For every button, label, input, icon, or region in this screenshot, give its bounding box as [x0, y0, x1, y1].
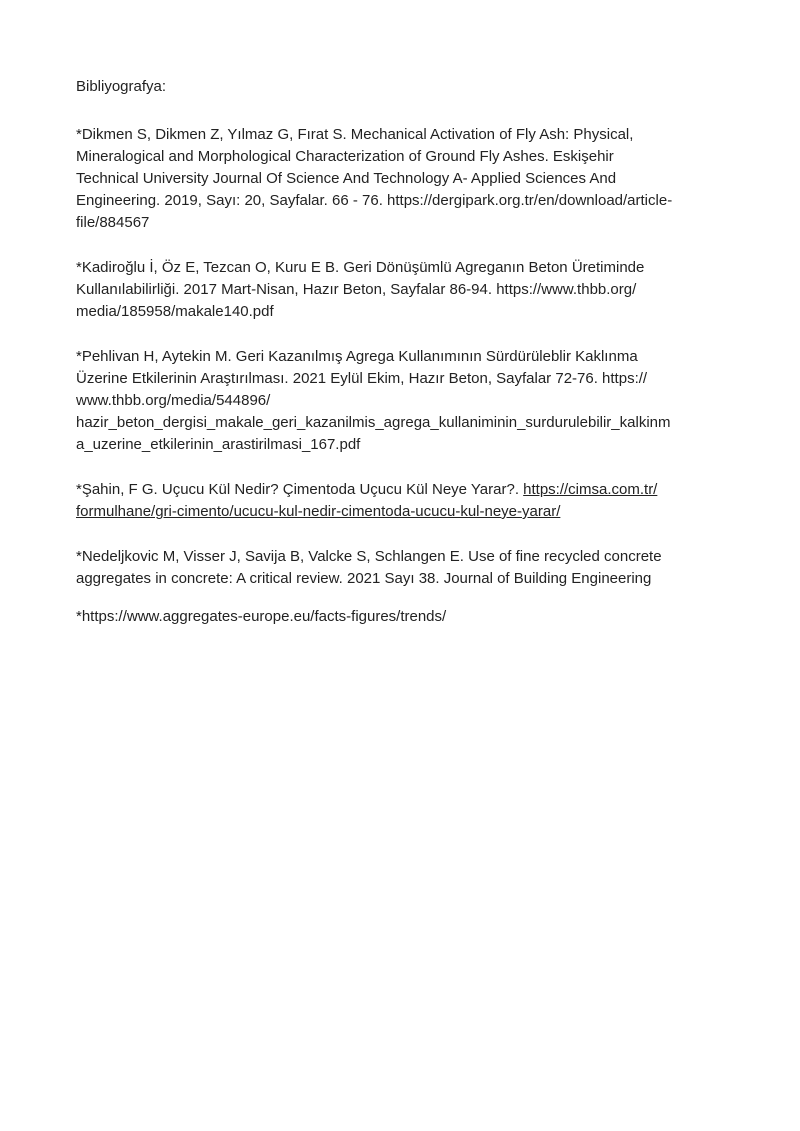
reference-line: www.thbb.org/media/544896/: [76, 392, 271, 409]
reference-line: [76, 479, 736, 501]
reference-line: *https://www.aggregates-europe.eu/facts-figures/trends/: [76, 608, 447, 625]
reference-line: aggregates in concrete: A critical review. 2021 Sayı 38. Journal of Building Engineering: [76, 570, 652, 587]
reference-line: Mineralogical and Morphological Characterization of Ground Fly Ashes. Eskişehir: [76, 148, 614, 165]
reference-line: *Nedeljkovic M, Visser J, Savija B, Valcke S, Schlangen E. Use of fine recycled concrete: [76, 548, 662, 565]
reference-sahin: [76, 479, 736, 523]
reference-nedeljkovic: [76, 546, 736, 590]
reference-line: hazir_beton_dergisi_makale_geri_kazanilmis_agrega_kullaniminin_surdurulebilir_kalkinm: [76, 414, 671, 431]
reference-line: Engineering. 2019, Sayı: 20, Sayfalar. 66 - 76. https://dergipark.org.tr/en/download/article-: [76, 192, 673, 209]
reference-link[interactable]: https://cimsa.com.tr/: [523, 481, 658, 498]
document-page: [76, 76, 736, 651]
reference-link[interactable]: formulhane/gri-cimento/ucucu-kul-nedir-cimentoda-ucucu-kul-neye-yarar/: [76, 503, 561, 520]
reference-pehlivan: [76, 346, 736, 456]
reference-line: *Kadiroğlu İ, Öz E, Tezcan O, Kuru E B. Geri Dönüşümlü Agreganın Beton Üretiminde: [76, 259, 645, 276]
reference-line: file/884567: [76, 214, 150, 231]
reference-kadiroglu: [76, 257, 736, 323]
reference-line: a_uzerine_etkilerinin_arastirilmasi_167.pdf: [76, 436, 361, 453]
reference-dikmen: [76, 124, 736, 234]
reference-line: media/185958/makale140.pdf: [76, 303, 274, 320]
reference-line: *Pehlivan H, Aytekin M. Geri Kazanılmış Agrega Kullanımının Sürdürüleblir Kaklınma: [76, 348, 638, 365]
reference-line: Üzerine Etkilerinin Araştırılması. 2021 Eylül Ekim, Hazır Beton, Sayfalar 72-76. https://: [76, 370, 648, 387]
reference-line: Technical University Journal Of Science And Technology A- Applied Sciences And: [76, 170, 617, 187]
reference-aggregates-europe: [76, 606, 736, 628]
reference-text: *Şahin, F G. Uçucu Kül Nedir? Çimentoda Uçucu Kül Neye Yarar?.: [76, 481, 524, 498]
bibliography-heading: Bibliyografya:: [76, 78, 167, 95]
reference-line: Kullanılabilirliği. 2017 Mart-Nisan, Hazır Beton, Sayfalar 86-94. https://www.thbb.org/: [76, 281, 637, 298]
reference-line: [76, 501, 736, 523]
reference-line: *Dikmen S, Dikmen Z, Yılmaz G, Fırat S. Mechanical Activation of Fly Ash: Physical,: [76, 126, 634, 143]
